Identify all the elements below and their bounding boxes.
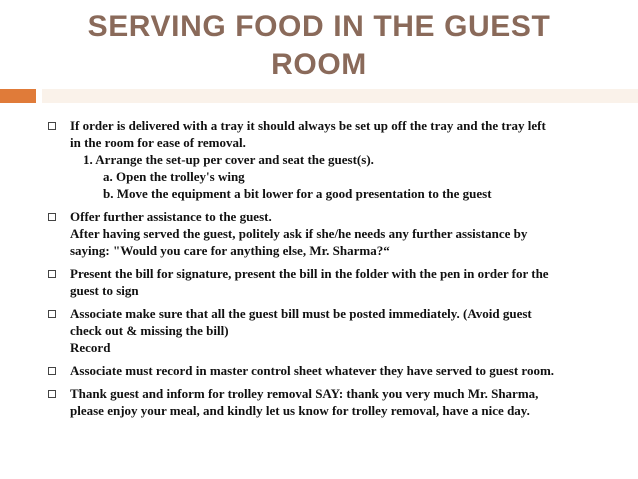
square-bullet-icon [48, 270, 56, 278]
bullet-item-1 [38, 117, 610, 202]
bullet-2-line-1: Offer further assistance to the guest. [70, 209, 272, 224]
bullet-item-3 [38, 265, 610, 299]
bullet-3-line-1: Present the bill for signature, present the bill in the folder with the pen in order for the [70, 266, 549, 281]
bullet-6-line-2: please enjoy your meal, and kindly let us know for trolley removal, have a nice day. [70, 403, 530, 418]
bullet-item-2 [38, 208, 610, 259]
bullet-6-line-1: Thank guest and inform for trolley removal SAY: thank you very much Mr. Sharma, [70, 386, 539, 401]
square-bullet-icon [48, 122, 56, 130]
divider-bar [42, 89, 638, 103]
bullet-4-line-1: Associate make sure that all the guest bill must be posted immediately. (Avoid guest [70, 306, 532, 321]
bullet-1-line-2: in the room for ease of removal. [70, 135, 246, 150]
bullet-item-5 [38, 362, 610, 379]
bullet-1-step-a: a. Open the trolley's wing [103, 169, 245, 184]
bullet-2-line-3: saying: "Would you care for anything else, Mr. Sharma?“ [70, 243, 390, 258]
bullet-5-line-1: Associate must record in master control sheet whatever they have served to guest room. [70, 363, 555, 378]
square-bullet-icon [48, 367, 56, 375]
bullet-item-6 [38, 385, 610, 419]
bullet-1-step-1: 1. Arrange the set-up per cover and seat the guest(s). [83, 152, 374, 167]
square-bullet-icon [48, 390, 56, 398]
bullet-4-line-2: check out & missing the bill) [70, 323, 229, 338]
square-bullet-icon [48, 213, 56, 221]
slide-title [30, 8, 608, 84]
bullet-2-line-2: After having served the guest, politely ask if she/he needs any further assistance by [70, 226, 528, 241]
accent-bar [0, 89, 36, 103]
bullet-3-line-2: guest to sign [70, 283, 139, 298]
title-line-1: SERVING FOOD IN THE GUEST [87, 10, 551, 43]
bullet-1-step-b: b. Move the equipment a bit lower for a good presentation to the guest [103, 186, 492, 201]
title-line-2: ROOM [271, 48, 367, 81]
bullet-item-4 [38, 305, 610, 356]
bullet-1-line-1: If order is delivered with a tray it should always be set up off the tray and the tray left [70, 118, 546, 133]
bullet-list [38, 117, 610, 425]
bullet-4-line-3: Record [70, 340, 111, 355]
square-bullet-icon [48, 310, 56, 318]
